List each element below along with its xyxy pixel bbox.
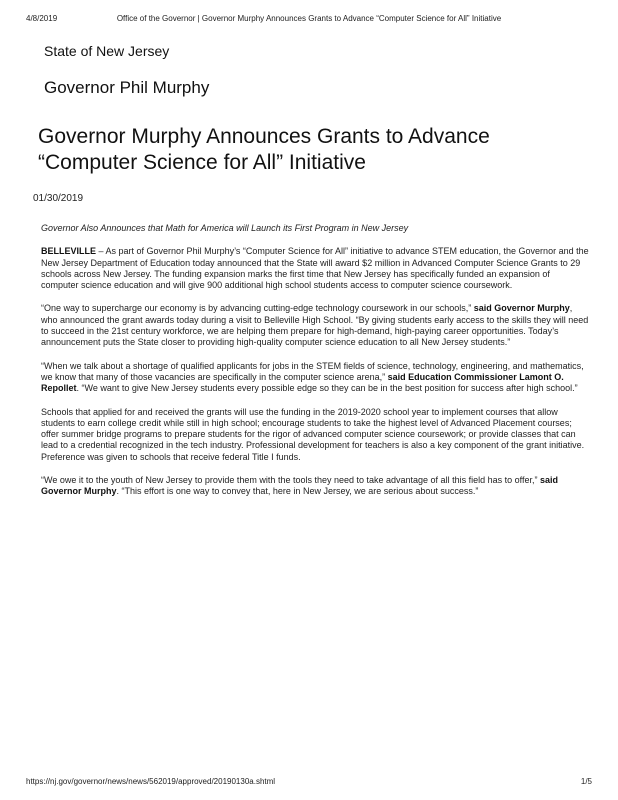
paragraph-1	[41, 246, 589, 291]
paragraph-2-attribution: said Governor Murphy	[473, 303, 570, 314]
paragraph-2	[41, 303, 589, 348]
print-footer	[26, 777, 592, 786]
paragraph-5-attribution: said Governor Murphy	[41, 475, 558, 497]
paragraph-5	[41, 475, 589, 498]
page-number: 1/5	[580, 777, 592, 786]
article-body	[41, 223, 589, 510]
article-headline	[38, 124, 598, 176]
print-title: Office of the Governor | Governor Murphy Announces Grants to Advance “Computer Science for All” Initiative	[116, 14, 502, 23]
paragraph-2-quote: “One way to supercharge our economy is by advancing cutting-edge technology coursework in our schools,”	[41, 303, 474, 314]
site-governor-name[interactable]: Governor Phil Murphy	[44, 78, 210, 97]
paragraph-3-quote: “When we talk about a shortage of qualified applicants for jobs in the STEM fields of science, technology, engineering, and mathematics, we know that many of those vacancies are specifically in the computer science arena,”	[41, 360, 584, 382]
paragraph-1-text: – As part of Governor Phil Murphy’s “Computer Science for All” initiative to advance STEM education, the Governor and the New Jersey Department of Education today announced that the State will award $2 million in Advanced Computer Science Grants to 29 schools across New Jersey. The funding expansion marks the first time that New Jersey has specifically funded an expansion of computer science education and will give 900 additional high school students access to computer science coursework.	[41, 246, 589, 291]
print-header	[26, 14, 592, 23]
paragraph-4: Schools that applied for and received the grants will use the funding in the 2019-2020 school year to implement courses that allow students to earn college credit while still in high school; encourage students to take the highest level of Advanced Placement courses; offer summer bridge programs to prepare students for the rigor of advanced computer science coursework; or provide classes that can lead to a credential recognized in the tech industry. Professional development for teachers is also a key component of the grant initiative. Preference was given to schools that receive federal Title I funds.	[41, 406, 585, 462]
headline-line-2: “Computer Science for All” Initiative	[38, 151, 366, 174]
paragraph-3	[41, 361, 589, 395]
paragraph-3-rest: . “We want to give New Jersey students every possible edge so they can be in the best position for success after high school.”	[76, 383, 578, 394]
print-date: 4/8/2019	[26, 14, 58, 23]
article-date: 01/30/2019	[33, 193, 84, 204]
headline-line-1: Governor Murphy Announces Grants to Advance	[38, 125, 490, 148]
site-state-name[interactable]: State of New Jersey	[44, 43, 170, 59]
article-subhead: Governor Also Announces that Math for America will Launch its First Program in New Jersey	[41, 223, 409, 233]
paragraph-2-rest: , who announced the grant awards today during a visit to Belleville High School. “By giving students early access to the skills they will need to succeed in the 21st century workforce, we are helping them prepare for high-demand, high-paying career opportunities. Today’s announcement puts the State closer to providing high-quality computer science education to all New Jersey students.”	[41, 303, 589, 348]
paragraph-5-rest: . “This effort is one way to convey that, here in New Jersey, we are serious about success.”	[116, 486, 479, 497]
dateline: BELLEVILLE	[41, 246, 97, 257]
paragraph-3-attribution: said Education Commissioner Lamont O. Repollet	[41, 371, 564, 394]
paragraph-5-quote: “We owe it to the youth of New Jersey to provide them with the tools they need to take advantage of all this field has to offer,”	[41, 475, 540, 486]
page-url: https://nj.gov/governor/news/news/562019/approved/20190130a.shtml	[26, 777, 276, 786]
